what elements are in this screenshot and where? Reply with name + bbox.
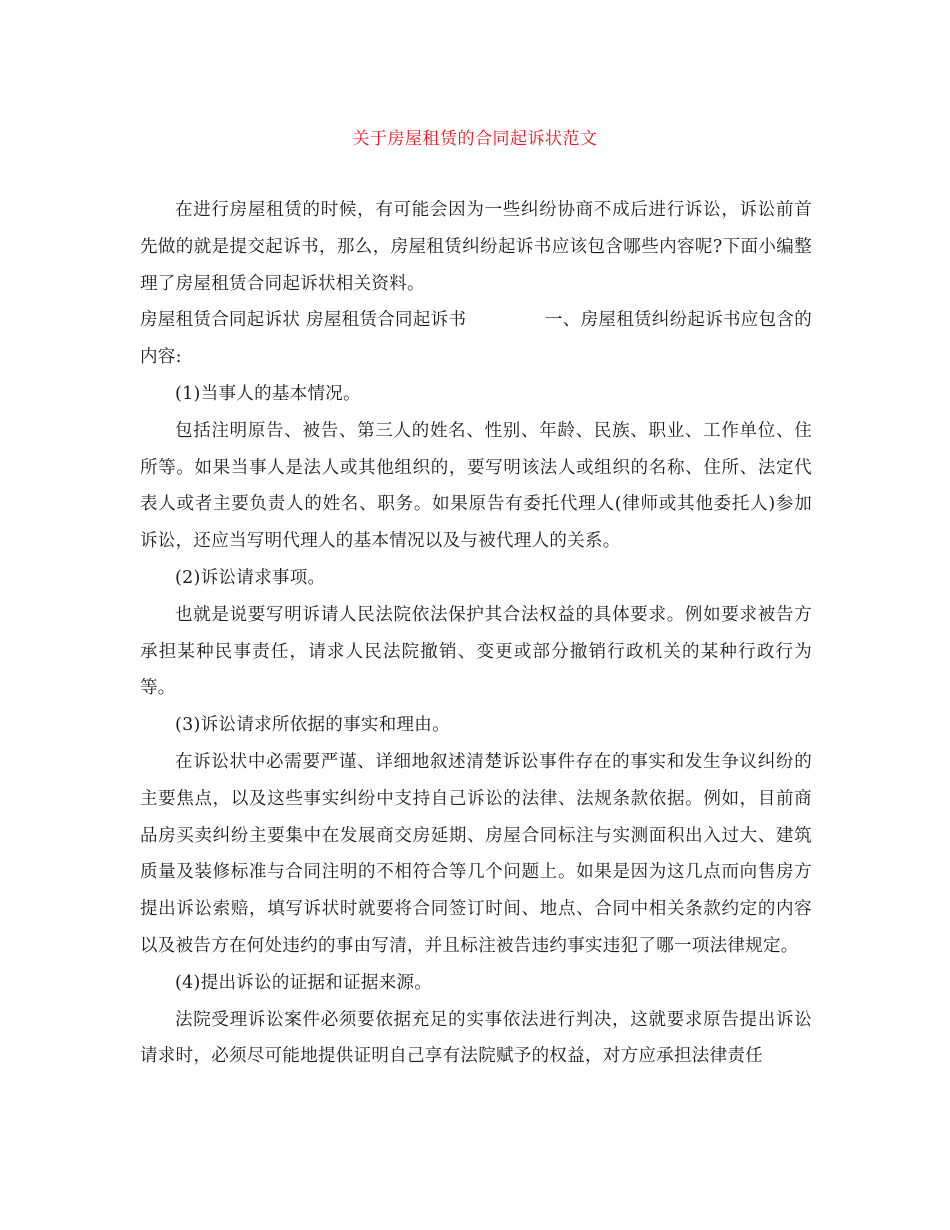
heading-continuation: 内容: <box>140 347 182 368</box>
heading-line <box>140 302 812 339</box>
document-title: 关于房屋租赁的合同起诉状范文 <box>352 129 598 149</box>
document-body <box>140 192 812 1075</box>
item1-body: 包括注明原告、被告、第三人的姓名、性别、年龄、民族、职业、工作单位、住所等。如果当事人是法人或其他组织的，要写明该法人或组织的名称、住所、法定代表人或者主要负责人的姓名、职务。如果原告有委托代理人(律师或其他委托人)参加诉讼，还应当写明代理人的基本情况以及与被代理人的关系。 <box>140 420 812 552</box>
item2-title: (2)诉讼请求事项。 <box>175 567 326 588</box>
item3-title: (3)诉讼请求所依据的事实和理由。 <box>175 715 450 736</box>
item4-body: 法院受理诉讼案件必须要依据充足的实事依法进行判决，这就要求原告提出诉讼请求时，必须尽可能地提供证明自己享有法院赋予的权益，对方应承担法律责任 <box>140 1009 812 1067</box>
intro-paragraph: 在进行房屋租赁的时候，有可能会因为一些纠纷协商不成后进行诉讼，诉讼前首先做的就是提交起诉书，那么，房屋租赁纠纷起诉书应该包含哪些内容呢?下面小编整理了房屋租赁合同起诉状相关资料。 <box>140 200 812 294</box>
item1-title: (1)当事人的基本情况。 <box>175 383 361 404</box>
heading-left: 房屋租赁合同起诉状 房屋租赁合同起诉书 <box>140 310 467 331</box>
item4-title: (4)提出诉讼的证据和证据来源。 <box>175 972 433 993</box>
item2-body: 也就是说要写明诉请人民法院依法保护其合法权益的具体要求。例如要求被告方承担某种民事责任，请求人民法院撤销、变更或部分撤销行政机关的某种行政行为等。 <box>140 604 812 699</box>
heading-right: 一、房屋租赁纠纷起诉书应包含的 <box>545 310 812 331</box>
item3-body: 在诉讼状中必需要严谨、详细地叙述清楚诉讼事件存在的事实和发生争议纠纷的主要焦点，以及这些事实纠纷中支持自己诉讼的法律、法规条款依据。例如，目前商品房买卖纠纷主要集中在发展商交房延期、房屋合同标注与实测面积出入过大、建筑质量及装修标准与合同注明的不相符合等几个问题上。如果是因为这几点而向售房方提出诉讼索赔，填写诉状时就要将合同签订时间、地点、合同中相关条款约定的内容以及被告方在何处违约的事由写清，并且标注被告违约事实违犯了哪一项法律规定。 <box>140 751 812 956</box>
